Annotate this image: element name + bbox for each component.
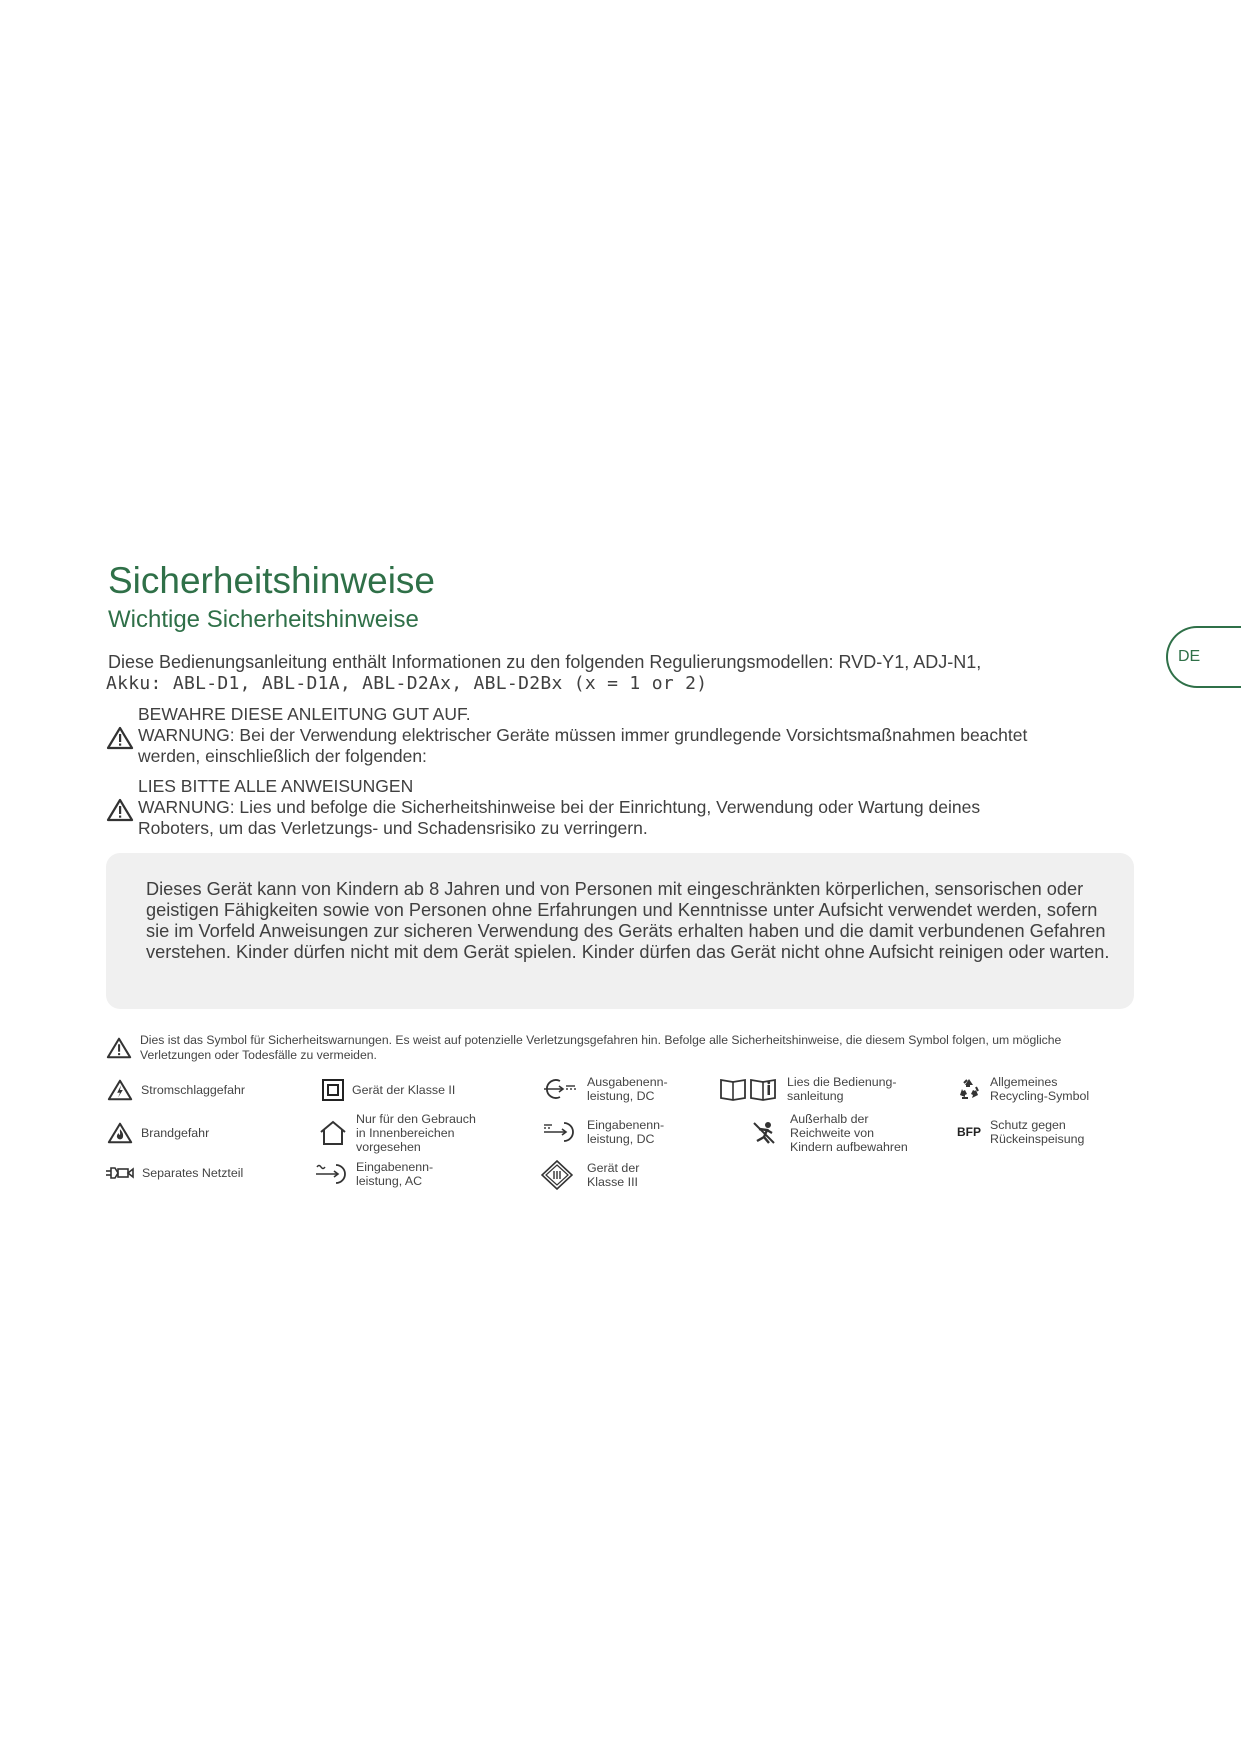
keep-away-children-icon: [750, 1119, 778, 1147]
warning-heading: BEWAHRE DIESE ANLEITUNG GUT AUF.: [138, 704, 471, 724]
bfp-icon: BFP: [957, 1125, 981, 1139]
child-safety-notice: [106, 853, 1134, 1009]
separate-power-supply-icon: [104, 1165, 136, 1181]
warning-text-line-1: WARNUNG: Lies und befolge die Sicherheitshinweise bei der Einrichtung, Verwendung oder Wartung deines: [138, 797, 981, 817]
legend-label: Stromschlaggefahr: [141, 1083, 245, 1097]
legend-label: Ausgabenenn- leistung, DC: [587, 1075, 668, 1103]
read-manual-icon: [719, 1076, 779, 1102]
legend-label: Brandgefahr: [141, 1126, 210, 1140]
warning-text-line-2: werden, einschließlich der folgenden:: [138, 746, 427, 766]
legend-label: Nur für den Gebrauch in Innenbereichen vorgesehen: [356, 1112, 476, 1154]
class-ii-icon: [320, 1078, 346, 1102]
recycling-icon: [956, 1076, 982, 1102]
indoor-use-icon: [318, 1119, 348, 1147]
warning-block-2: [106, 776, 980, 839]
legend-item: [750, 1112, 908, 1154]
input-dc-icon: [541, 1119, 579, 1145]
safety-symbol-note: [106, 1033, 1106, 1063]
language-tab[interactable]: [1166, 626, 1241, 688]
page-subtitle: Wichtige Sicherheitshinweise: [108, 606, 419, 633]
legend-item: [106, 1121, 209, 1145]
legend-item: [320, 1078, 455, 1102]
legend-label: Schutz gegen Rückeinspeisung: [990, 1118, 1085, 1146]
output-dc-icon: [541, 1077, 579, 1101]
legend-label: Lies die Bedienung- sanleitung: [787, 1075, 897, 1103]
warning-text-line-2: Roboters, um das Verletzungs- und Schadensrisiko zu verringern.: [138, 818, 648, 838]
warning-text-line-1: WARNUNG: Bei der Verwendung elektrischer Geräte müssen immer grundlegende Vorsichtsmaßnahmen beachtet: [138, 725, 1028, 745]
legend-label: Separates Netzteil: [142, 1166, 244, 1180]
intro-text: [108, 652, 981, 694]
electric-shock-warning-icon: [106, 1078, 134, 1102]
legend-label: Eingabenenn- leistung, AC: [356, 1160, 434, 1188]
intro-line-1: Diese Bedienungsanleitung enthält Informationen zu den folgenden Regulierungsmodellen: RVD-Y1, ADJ-N1,: [108, 652, 982, 672]
legend-item: [541, 1075, 668, 1103]
fire-hazard-icon: [106, 1121, 134, 1145]
warning-triangle-icon: [106, 798, 134, 822]
legend-item: [956, 1118, 1084, 1146]
legend-label: Eingabenenn- leistung, DC: [587, 1118, 665, 1146]
page-title: Sicherheitshinweise: [108, 560, 436, 601]
legend-item: [314, 1160, 433, 1188]
legend-label: Gerät der Klasse II: [352, 1083, 456, 1097]
legend-label: Gerät der Klasse III: [587, 1161, 640, 1189]
legend-item: [318, 1112, 476, 1154]
legend-label: Allgemeines Recycling-Symbol: [990, 1075, 1090, 1103]
notice-text: Dieses Gerät kann von Kindern ab 8 Jahren und von Personen mit eingeschränkten körperlichen, sensorischen oder geistigen Fähigkeiten sowie von Personen ohne Erfahrungen und Kenntnisse unter Aufsicht verwendet werden, sofern sie im Vorfeld Anweisungen zur sicheren Verwendung des Geräts erhalten haben und die damit verbundenen Gefahren verstehen. Kinder dürfen nicht mit dem Gerät spielen. Kinder dürfen das Gerät nicht ohne Aufsicht reinigen oder warten.: [146, 879, 1110, 962]
legend-label: Außerhalb der Reichweite von Kindern aufbewahren: [790, 1112, 908, 1154]
input-ac-icon: [314, 1161, 350, 1187]
legend-item: [541, 1160, 639, 1190]
symbol-note-text: Dies ist das Symbol für Sicherheitswarnungen. Es weist auf potenzielle Verletzungsgefahren hin. Befolge alle Sicherheitshinweise, die diesem Symbol folgen, um mögliche Verletzungen oder Todesfälle zu vermeiden.: [140, 1033, 1062, 1062]
warning-block-1: [106, 704, 1027, 767]
class-iii-icon: [541, 1160, 573, 1190]
legend-item: [541, 1118, 664, 1146]
legend-item: [719, 1075, 897, 1103]
legend-item: [106, 1078, 245, 1102]
warning-heading: LIES BITTE ALLE ANWEISUNGEN: [138, 776, 414, 796]
language-tab-label: DE: [1178, 648, 1201, 665]
warning-triangle-icon: [106, 726, 134, 750]
legend-item: [104, 1165, 243, 1181]
intro-line-2: Akku: ABL-D1, ABL-D1A, ABL-D2Ax, ABL-D2Bx (x = 1 or 2): [106, 673, 708, 694]
warning-triangle-icon: [106, 1036, 132, 1060]
legend-item: [956, 1075, 1089, 1103]
